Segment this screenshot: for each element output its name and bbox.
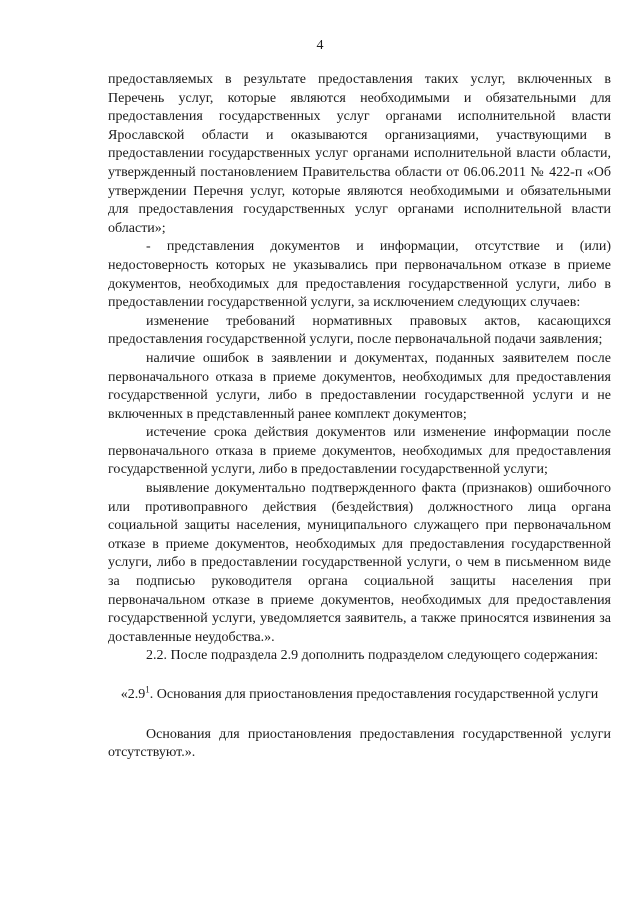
heading-text: . Основания для приостановления предоставления государственной услуги xyxy=(149,687,599,702)
paragraph-7: 2.2. После подраздела 2.9 дополнить подразделом следующего содержания: xyxy=(146,648,599,664)
paragraph-1: предоставляемых в результате предоставления таких услуг, включенных в Перечень услуг, которые являются необходимыми и обязательными для предоставления государственных услуг органами исполнительной власти Ярославской области и оказываются организациями, участвующими в предоставлении государственных услуг органами исполнительной власти области, утвержденный постановлением Правительства области от 06.06.2011 № 422-п «Об утверждении Перечня услуг, которые являются необходимыми и обязательными для предоставления государственных услуг органами исполнительной власти области»; xyxy=(108,72,611,236)
paragraph-3: изменение требований нормативных правовых актов, касающихся предоставления государственной услуги, после первоначальной подачи заявления; xyxy=(108,313,611,348)
paragraph-6: выявление документально подтвержденного факта (признаков) ошибочного или противоправного действия (бездействия) должностного лица органа социальной защиты населения, муниципального служащего при первоначальном отказе в приеме документов, необходимых для предоставления государственной услуги, либо в предоставлении государственной услуги, о чем в письменном виде за подписью руководителя органа социальной защиты населения при первоначальном отказе в приеме документов, необходимых для предоставления государственной услуги, уведомляется заявитель, а также приносятся извинения за доставленные неудобства.». xyxy=(108,481,611,645)
paragraph-5: истечение срока действия документов или изменение информации после первоначального отказа в приеме документов, необходимых для предоставления государственной услуги, либо в предоставлении государственной услуги; xyxy=(108,425,611,478)
document-body xyxy=(108,71,611,763)
section-heading xyxy=(108,686,611,705)
page-number: 4 xyxy=(316,38,324,53)
heading-superscript: 1 xyxy=(145,684,150,695)
heading-prefix: «2.9 xyxy=(120,687,146,702)
final-paragraph: Основания для приостановления предоставления государственной услуги отсутствуют.». xyxy=(108,726,611,761)
paragraph-2: - представления документов и информации, отсутствие и (или) недостоверность которых не указывались при первоначальном отказе в приеме документов, необходимых для предоставления государственной услуги, либо в предоставлении государственной услуги, за исключением следующих случаев: xyxy=(108,239,611,311)
paragraph-4: наличие ошибок в заявлении и документах, поданных заявителем после первоначального отказа в приеме документов, необходимых для предоставления государственной услуги, либо в предоставлении государственной услуги и не включенных в представленный ранее комплект документов; xyxy=(108,350,611,422)
